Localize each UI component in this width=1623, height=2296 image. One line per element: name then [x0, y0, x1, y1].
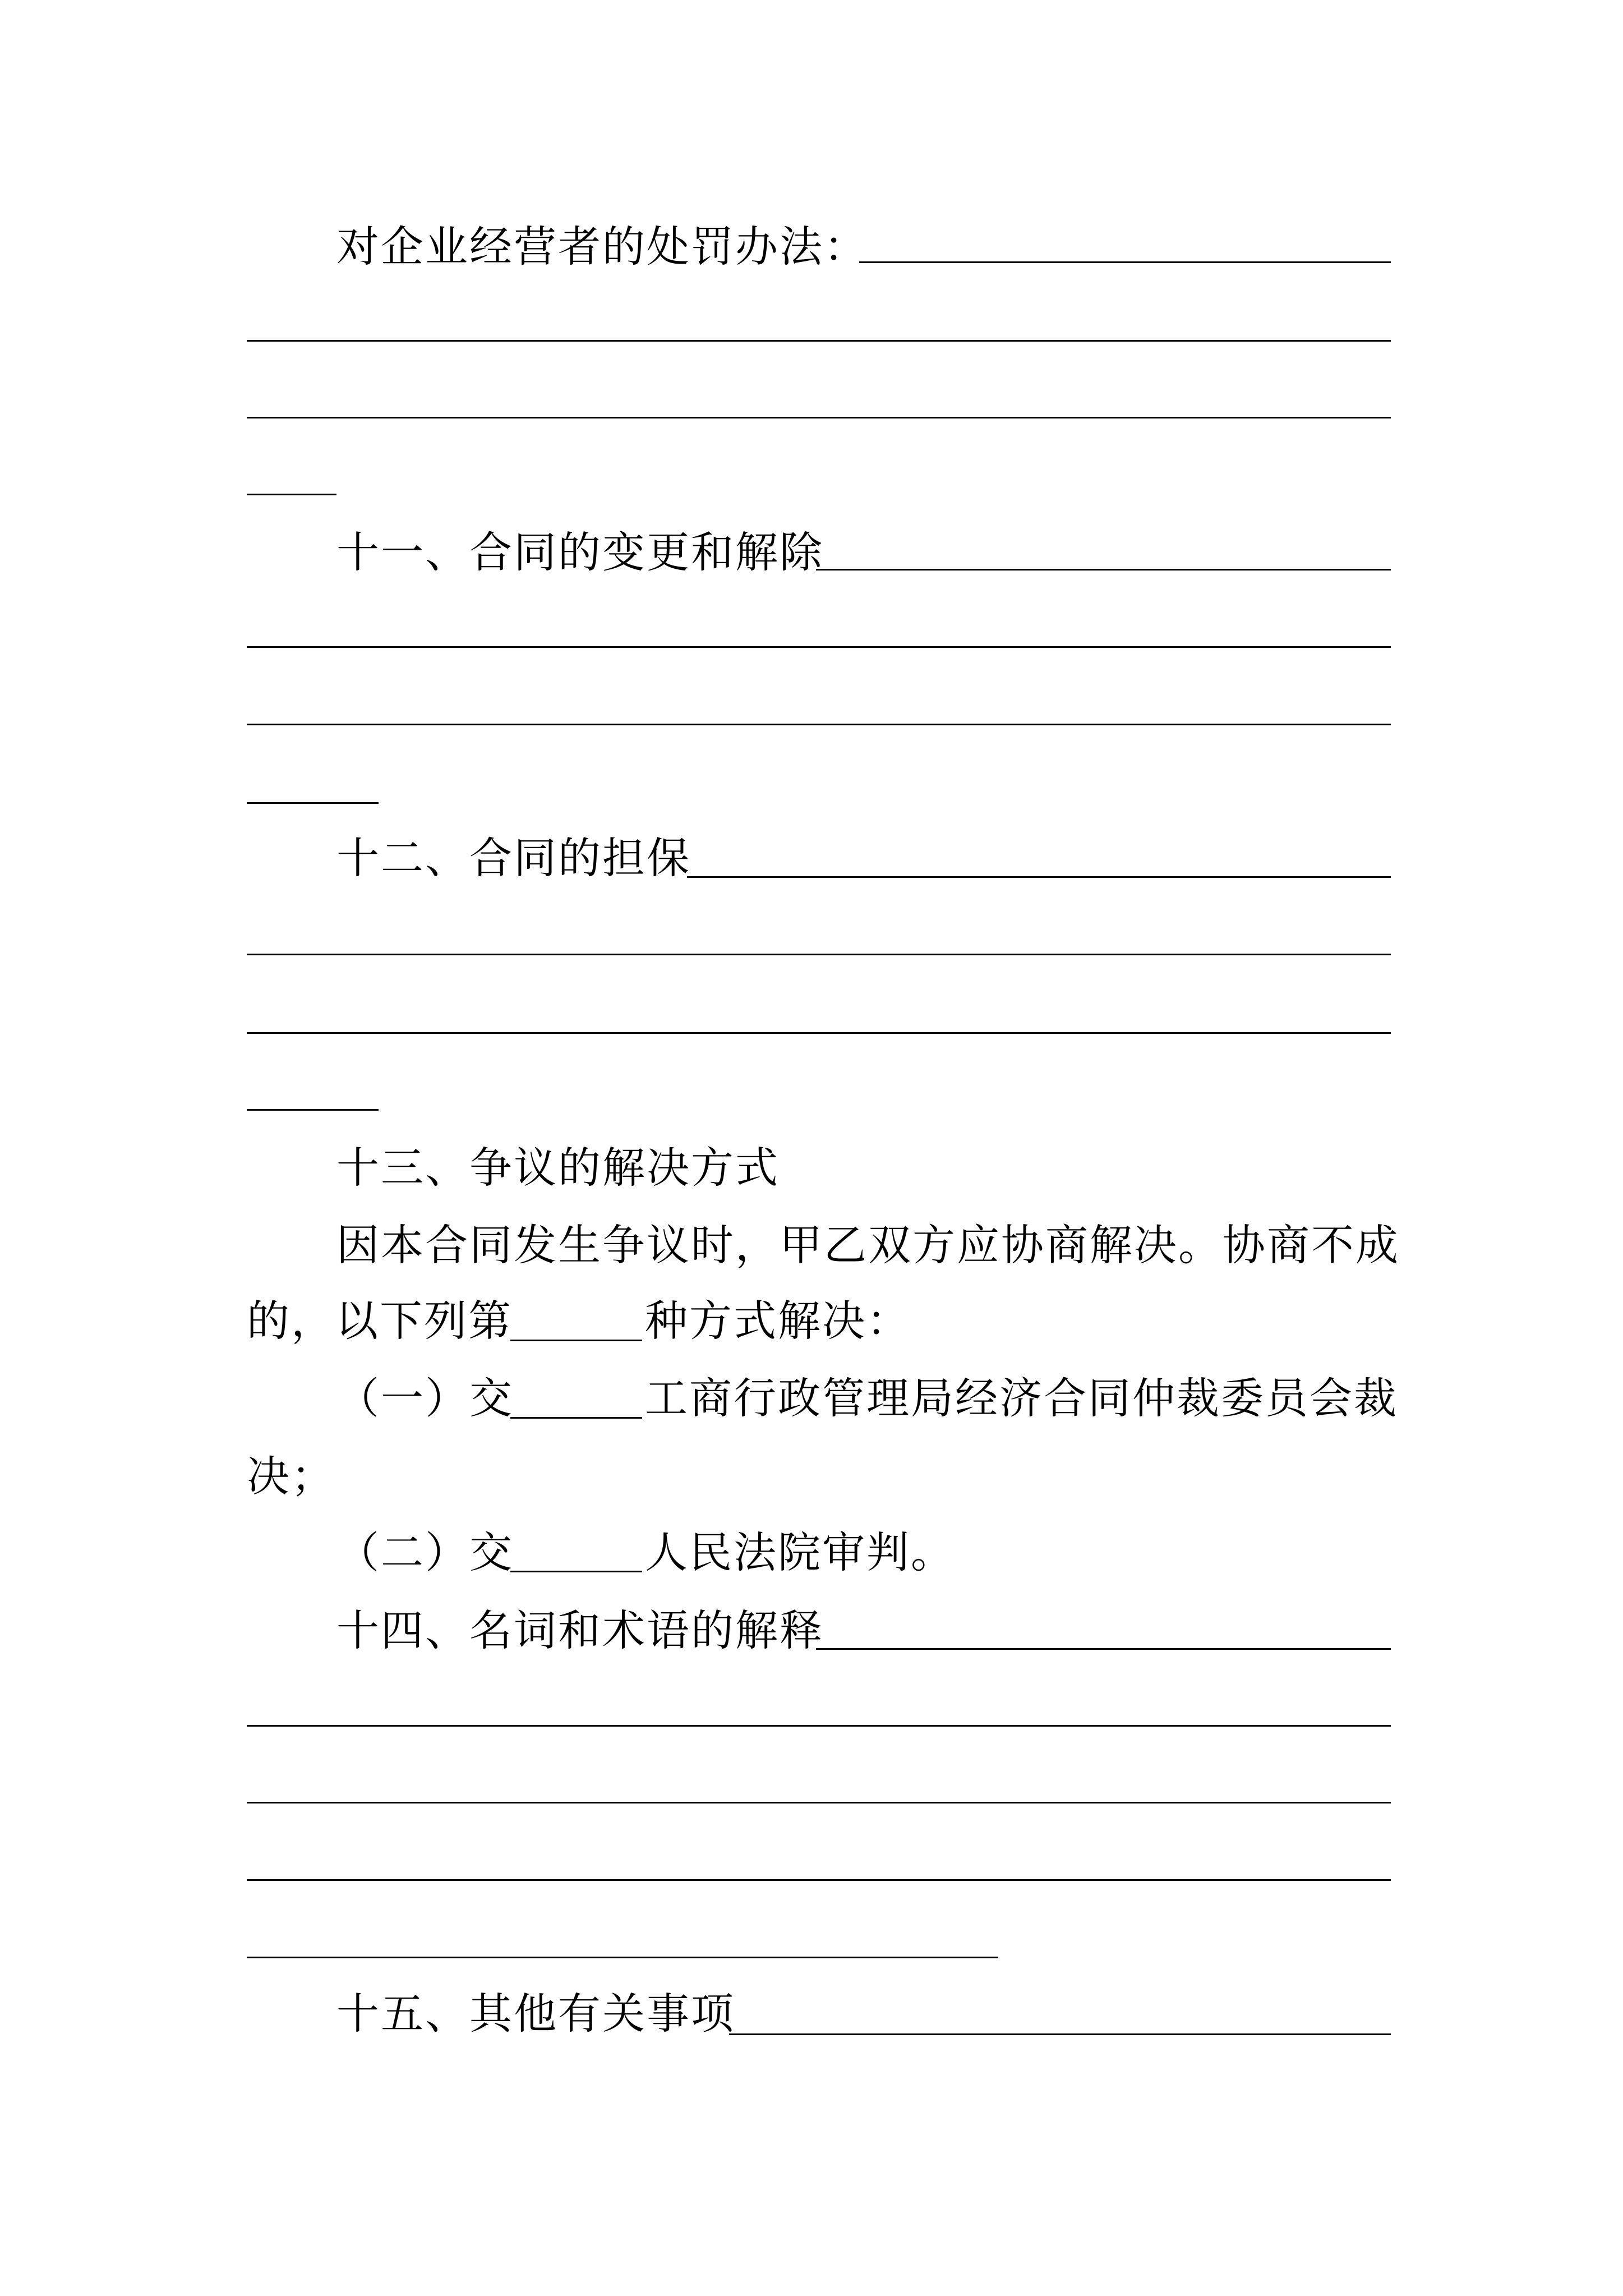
- section-14-heading: 十四、名词和术语的解释: [336, 1605, 824, 1655]
- section-13-paragraph-line-1: 因本合同发生争议时，甲乙双方应协商解决。协商不成: [336, 1220, 1400, 1270]
- section-15-heading: 十五、其他有关事项: [336, 1989, 735, 2039]
- option-2-text: 人民法院审判。: [645, 1527, 955, 1577]
- option-2-blank: [510, 1571, 642, 1572]
- section-13-heading: 十三、争议的解决方式: [336, 1143, 780, 1193]
- section-13-paragraph-line-2b: 种方式解决：: [645, 1296, 911, 1346]
- section-12-blank-line-2: [247, 954, 1391, 955]
- penalty-blank-line-2: [247, 340, 1391, 342]
- section-14-blank-line-5: [247, 1957, 998, 1958]
- option-1-text-continued: 决；: [247, 1451, 335, 1501]
- section-14-blank-line-4: [247, 1879, 1391, 1881]
- section-12-blank-line-3: [247, 1032, 1391, 1034]
- penalty-blank-line-4: [247, 494, 336, 495]
- section-15-blank-line-1: [729, 2033, 1391, 2035]
- section-11-blank-line-3: [247, 724, 1391, 725]
- penalty-label: 对企业经营者的处罚办法：: [336, 222, 868, 272]
- section-14-blank-line-3: [247, 1802, 1391, 1803]
- section-11-heading: 十一、合同的变更和解除: [336, 527, 824, 577]
- section-13-paragraph-line-2a: 的，以下列第: [247, 1296, 513, 1346]
- section-14-blank-line-2: [247, 1725, 1391, 1727]
- option-1-prefix: （一）交: [336, 1373, 514, 1423]
- section-12-blank-line-1: [687, 876, 1391, 878]
- section-11-blank-line-4: [247, 802, 379, 804]
- penalty-blank-line-1: [859, 261, 1391, 263]
- penalty-blank-line-3: [247, 417, 1391, 418]
- section-12-heading: 十二、合同的担保: [336, 833, 691, 883]
- option-1-blank: [510, 1417, 642, 1419]
- section-14-blank-line-1: [816, 1648, 1391, 1650]
- option-2-prefix: （二）交: [336, 1527, 514, 1577]
- option-number-blank: [510, 1340, 642, 1341]
- section-11-blank-line-1: [816, 569, 1391, 570]
- section-11-blank-line-2: [247, 646, 1391, 648]
- section-12-blank-line-4: [247, 1109, 379, 1111]
- option-1-text: 工商行政管理局经济合同仲裁委员会裁: [645, 1373, 1398, 1423]
